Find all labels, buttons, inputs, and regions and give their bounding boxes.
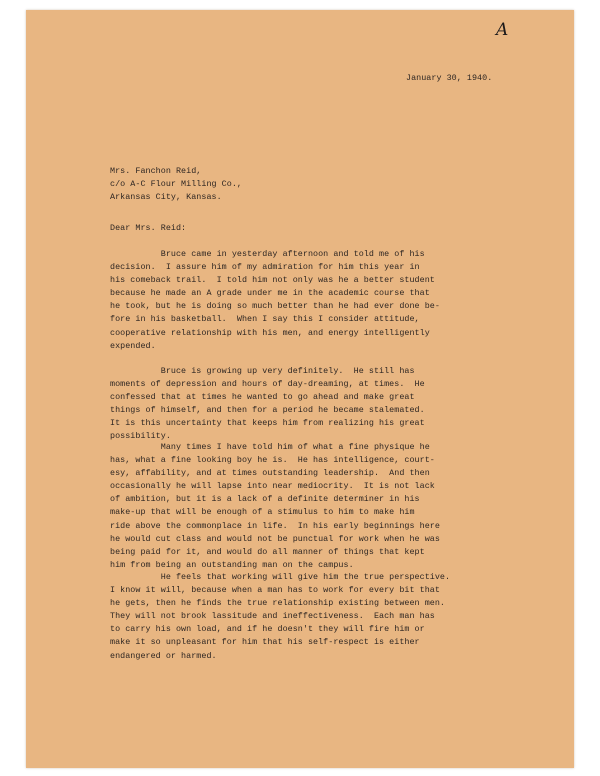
text-line: his comeback trail. I told him not only was he a better student xyxy=(110,275,435,286)
text-line: to carry his own load, and if he doesn't they will fire him or xyxy=(110,624,425,635)
text-line: because he made an A grade under me in the academic course that xyxy=(110,288,430,299)
salutation: Dear Mrs. Reid: xyxy=(110,223,187,233)
text-line: expended. xyxy=(110,340,156,351)
text-line: endangered or harmed. xyxy=(110,650,217,661)
text-line: make-up that will be enough of a stimulus to him to make him xyxy=(110,507,415,518)
text-line: ride above the commonplace in life. In his early beginnings here xyxy=(110,520,440,531)
text-line: has, what a fine looking boy he is. He has intelligence, court- xyxy=(110,455,435,466)
text-line: being paid for it, and would do all manner of things that kept xyxy=(110,546,425,557)
address-line: c/o A-C Flour Milling Co., xyxy=(110,179,242,190)
text-line: he gets, then he finds the true relationship existing between men. xyxy=(110,598,446,609)
text-line: Bruce is growing up very definitely. He still has xyxy=(110,366,415,376)
letter-date: January 30, 1940. xyxy=(406,73,493,83)
text-line: cooperative relationship with his men, and energy intelligently xyxy=(110,327,430,338)
text-line: occasionally he will lapse into near mediocrity. It is not lack xyxy=(110,481,435,492)
text-line: of ambition, but it is a lack of a definite determiner in his xyxy=(110,494,420,505)
text-line: It is this uncertainty that keeps him from realizing his great xyxy=(110,418,425,429)
body-paragraph xyxy=(110,248,440,353)
body-paragraph xyxy=(110,571,450,663)
text-line: They will not brook lassitude and ineffectiveness. Each man has xyxy=(110,611,435,622)
text-line: confessed that at times he wanted to go ahead and make great xyxy=(110,392,415,403)
text-line: fore in his basketball. When I say this I consider attitude, xyxy=(110,314,420,325)
text-line: Bruce came in yesterday afternoon and told me of his xyxy=(110,249,425,259)
text-line: he would cut class and would not be punctual for work when he was xyxy=(110,533,440,544)
text-line: things of himself, and then for a period he became stalemated. xyxy=(110,405,425,416)
text-line: He feels that working will give him the true perspective. xyxy=(110,572,451,582)
recipient-address xyxy=(110,165,242,204)
handwritten-corner-mark: A xyxy=(496,20,509,40)
address-line: Arkansas City, Kansas. xyxy=(110,192,222,203)
text-line: Many times I have told him of what a fine physique he xyxy=(110,442,430,452)
text-line: make it so unpleasant for him that his self-respect is either xyxy=(110,637,420,648)
text-line: esy, affability, and at times outstanding leadership. And then xyxy=(110,468,430,479)
text-line: possibility. xyxy=(110,431,171,442)
body-paragraph xyxy=(110,441,440,572)
address-line: Mrs. Fanchon Reid, xyxy=(110,166,202,176)
text-line: I know it will, because when a man has to work for every bit that xyxy=(110,585,440,596)
text-line: him from being an outstanding man on the campus. xyxy=(110,559,354,570)
text-line: he took, but he is doing so much better than he had ever done be- xyxy=(110,301,440,312)
text-line: moments of depression and hours of day-dreaming, at times. He xyxy=(110,379,425,390)
body-paragraph xyxy=(110,365,425,444)
text-line: decision. I assure him of my admiration for him this year in xyxy=(110,262,420,273)
